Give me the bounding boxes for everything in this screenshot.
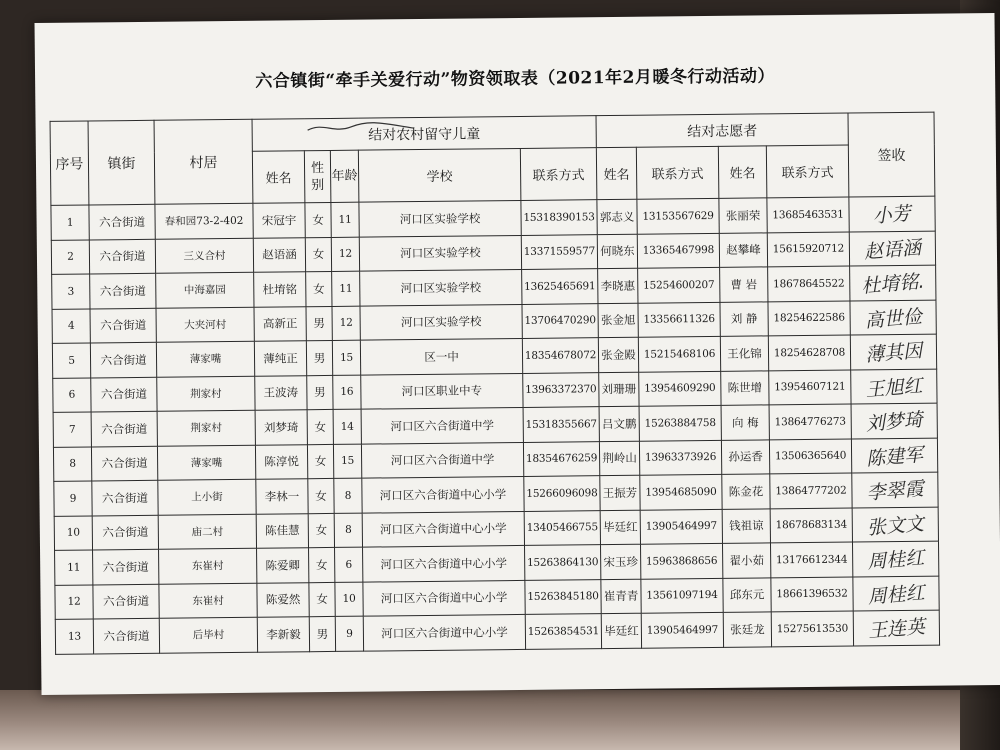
cell-village: 后毕村 [159,617,257,653]
handwritten-signature: 张文文 [866,512,925,540]
cell-vol2-name: 张丽荣 [719,198,767,233]
cell-signature [850,334,936,369]
cell-age: 8 [334,478,362,513]
cell-gender: 女 [307,409,333,444]
header-child-phone: 联系方式 [520,148,597,201]
cell-school: 河口区六合街道中心小学 [362,511,524,547]
cell-age: 15 [332,340,360,375]
cell-age: 11 [332,271,360,306]
handwritten-signature: 薄其因 [864,340,923,367]
handwritten-signature: 杜堉铭. [860,270,926,298]
cell-signature [853,610,939,645]
cell-signature [852,507,938,542]
cell-vol2-name: 刘 静 [720,301,768,336]
cell-gender: 男 [306,306,332,341]
cell-town: 六合街道 [91,411,157,446]
cell-no: 3 [52,274,90,309]
cell-town: 六合街道 [91,446,157,481]
handwritten-signature: 小芳 [872,202,912,228]
cell-town: 六合街道 [93,618,159,653]
cell-signature [849,231,935,266]
cell-vol1-phone: 15254600207 [638,267,720,302]
cell-child-name: 宋冠宇 [253,203,305,238]
cell-gender: 男 [306,340,332,375]
cell-town: 六合街道 [91,377,157,412]
header-school: 学校 [358,148,521,202]
cell-child-phone: 15263845180 [525,579,601,614]
cell-no: 1 [51,205,89,240]
cell-gender: 女 [305,202,331,237]
cell-vol1-name: 郭志义 [597,199,637,234]
handwritten-signature: 王连英 [867,616,926,643]
cell-gender: 女 [305,237,331,272]
cell-vol2-name: 孙运香 [721,439,769,474]
cell-child-name: 杜堉铭 [254,272,306,307]
cell-age: 14 [333,409,361,444]
header-child-name: 姓名 [252,151,305,204]
cell-no: 7 [53,412,91,447]
handwritten-signature: 王旭红 [864,374,924,402]
cell-village: 中海嘉园 [156,272,254,308]
cell-vol2-phone: 13954607121 [769,370,851,405]
cell-child-phone: 13963372370 [523,372,599,407]
handwritten-signature: 赵语涵 [863,236,922,264]
cell-village: 春和园73-2-402 [155,203,253,239]
cell-town: 六合街道 [92,480,158,515]
cell-vol2-name: 曹 岩 [720,267,768,302]
cell-vol1-name: 张金殿 [598,337,638,372]
cell-school: 河口区六合街道中心小学 [363,614,525,650]
cell-signature [849,196,935,231]
cell-child-name: 李林一 [256,479,308,514]
cell-age: 9 [335,616,363,651]
cell-child-name: 陈爱卿 [257,548,309,583]
cell-gender: 女 [309,547,335,582]
cell-child-phone: 18354676259 [523,441,599,476]
header-child-group: 结对农村留守儿童 [252,116,596,152]
cell-signature [852,472,938,507]
cell-signature [853,576,939,611]
cell-no: 4 [52,308,90,343]
cell-village: 荆家村 [157,410,255,446]
cell-school: 河口区实验学校 [360,269,522,305]
cell-town: 六合街道 [93,584,159,619]
cell-child-name: 陈佳慧 [256,513,308,548]
cell-vol1-name: 崔青青 [601,579,641,614]
cell-vol2-phone: 15275613530 [771,611,853,646]
cell-vol1-name: 何晓东 [597,234,637,269]
cell-town: 六合街道 [89,239,155,274]
cell-no: 6 [53,377,91,412]
cell-village: 东崔村 [159,548,257,584]
handwritten-signature: 陈建军 [865,443,924,471]
cell-vol1-name: 毕廷红 [600,510,640,545]
cell-child-name: 王波涛 [255,375,307,410]
header-village: 村居 [154,119,253,204]
cell-gender: 女 [308,478,334,513]
cell-town: 六合街道 [93,549,159,584]
cell-child-name: 薄纯正 [254,341,306,376]
cell-vol1-name: 张金旭 [598,303,638,338]
header-vol1-phone: 联系方式 [636,146,719,199]
cell-vol1-phone: 13954685090 [640,474,722,509]
cell-vol2-phone: 18678645522 [768,266,850,301]
cell-age: 12 [331,237,359,272]
cell-child-name: 李新毅 [257,617,309,652]
cell-vol1-phone: 13153567629 [637,198,719,233]
header-town: 镇街 [88,120,155,205]
cell-signature [850,265,936,300]
cell-vol2-phone: 15615920712 [767,232,849,267]
handwritten-signature: 周桂红 [866,581,926,609]
cell-child-phone: 13625465691 [522,269,598,304]
cell-age: 6 [335,547,363,582]
cell-town: 六合街道 [92,515,158,550]
paper-sheet [35,13,1000,695]
cell-gender: 女 [306,271,332,306]
cell-vol2-phone: 13176612344 [770,542,852,577]
cell-vol2-name: 翟小茹 [722,543,770,578]
cell-vol2-phone: 13506365640 [769,439,851,474]
cell-village: 薄家嘴 [156,341,254,377]
cell-no: 10 [54,515,92,550]
cell-school: 河口区实验学校 [360,304,522,340]
cell-vol2-phone: 13864777202 [770,473,852,508]
cell-child-name: 刘梦琦 [255,410,307,445]
header-volunteer-group: 结对志愿者 [596,113,848,148]
cell-school: 区一中 [360,338,522,374]
handwritten-signature: 刘梦琦 [865,409,924,436]
cell-child-phone: 15263864130 [525,545,601,580]
cell-vol2-name: 张廷龙 [723,612,771,647]
cell-signature [852,541,938,576]
header-vol1-name: 姓名 [596,147,637,199]
cell-child-name: 高新正 [254,306,306,341]
cell-vol1-phone: 13356611326 [638,302,720,337]
cell-no: 5 [52,343,90,378]
cell-child-phone: 18354678072 [522,338,598,373]
table-body [51,196,940,654]
cell-child-phone: 13405466755 [524,510,600,545]
cell-village: 上小街 [158,479,256,515]
cell-school: 河口区实验学校 [359,200,521,236]
header-sign: 签收 [848,112,935,197]
cell-village: 庙二村 [158,514,256,550]
cell-vol2-phone: 18254628708 [768,335,850,370]
cell-gender: 男 [307,375,333,410]
cell-vol1-phone: 13954609290 [639,371,721,406]
cell-school: 河口区六合街道中学 [361,407,523,443]
cell-vol2-name: 王化锦 [720,336,768,371]
cell-vol1-phone: 15963868656 [640,543,722,578]
cell-signature [850,300,936,335]
cell-vol1-phone: 13905464997 [640,509,722,544]
cell-village: 东崔村 [159,583,257,619]
cell-vol1-phone: 13963373926 [639,440,721,475]
cell-school: 河口区职业中专 [361,373,523,409]
handwritten-signature: 周桂红 [866,547,926,574]
cell-vol1-name: 荆岭山 [599,441,639,476]
background-fabric [0,690,1000,750]
cell-vol1-phone: 13905464997 [641,612,723,647]
cell-vol2-name: 赵攀峰 [719,232,767,267]
cell-no: 8 [53,446,91,481]
cell-age: 10 [335,582,363,617]
cell-school: 河口区六合街道中学 [361,442,523,478]
cell-vol1-name: 吕文鹏 [599,406,639,441]
cell-vol2-phone: 18678683134 [770,508,852,543]
cell-vol1-phone: 15263884758 [639,405,721,440]
header-vol2-phone: 联系方式 [766,145,849,198]
cell-age: 8 [334,513,362,548]
handwritten-signature: 李翠霞 [865,478,925,505]
cell-vol1-phone: 15215468106 [638,336,720,371]
cell-no: 12 [55,584,93,619]
cell-gender: 女 [307,444,333,479]
header-gender: 性别 [304,150,331,202]
cell-child-phone: 15263854531 [525,614,601,649]
cell-vol2-name: 钱祖谅 [722,508,770,543]
cell-signature [851,369,937,404]
cell-school: 河口区六合街道中心小学 [363,580,525,616]
cell-vol2-name: 陈世增 [721,370,769,405]
cell-age: 15 [333,444,361,479]
cell-town: 六合街道 [90,308,156,343]
cell-village: 荆家村 [157,376,255,412]
cell-child-phone: 13706470290 [522,303,598,338]
cell-child-name: 赵语涵 [253,237,305,272]
header-age: 年龄 [330,150,359,202]
cell-child-phone: 15266096098 [524,476,600,511]
cell-vol1-phone: 13561097194 [641,578,723,613]
cell-no: 11 [55,550,93,585]
cell-vol1-name: 宋玉珍 [601,544,641,579]
cell-age: 12 [332,306,360,341]
cell-village: 三义合村 [155,238,253,274]
cell-school: 河口区实验学校 [359,235,521,271]
cell-vol2-phone: 13864776273 [769,404,851,439]
cell-no: 13 [55,619,93,654]
cell-vol1-name: 毕廷红 [601,613,641,648]
cell-town: 六合街道 [90,273,156,308]
cell-town: 六合街道 [90,342,156,377]
cell-vol1-name: 王振芳 [600,475,640,510]
cell-vol1-name: 刘珊珊 [599,372,639,407]
cell-vol1-phone: 13365467998 [637,233,719,268]
cell-age: 11 [331,202,359,237]
cell-signature [851,403,937,438]
cell-child-name: 陈爱然 [257,582,309,617]
cell-child-phone: 13371559577 [521,234,597,269]
cell-signature [851,438,937,473]
cell-vol2-phone: 18661396532 [771,577,853,612]
cell-gender: 女 [309,582,335,617]
cell-vol1-name: 李晓惠 [598,268,638,303]
header-vol2-name: 姓名 [718,146,767,198]
cell-vol2-name: 向 梅 [721,405,769,440]
cell-no: 2 [51,239,89,274]
header-no: 序号 [50,121,89,205]
cell-age: 16 [333,375,361,410]
cell-school: 河口区六合街道中心小学 [362,476,524,512]
document-title: 六合镇街“牵手关爱行动”物资领取表（2021年2月暖冬行动活动） [255,66,776,92]
handwritten-signature: 高世俭 [863,305,923,333]
cell-school: 河口区六合街道中心小学 [363,545,525,581]
cell-village: 薄家嘴 [157,445,255,481]
cell-vol2-phone: 13685463531 [767,197,849,232]
cell-child-phone: 15318355667 [523,407,599,442]
cell-child-phone: 15318390153 [521,200,597,235]
cell-no: 9 [54,481,92,516]
cell-village: 大夹河村 [156,307,254,343]
cell-vol2-phone: 18254622586 [768,301,850,336]
cell-town: 六合街道 [89,204,155,239]
cell-vol2-name: 陈金花 [722,474,770,509]
distribution-table [50,112,941,655]
cell-gender: 女 [308,513,334,548]
cell-vol2-name: 邱东元 [723,577,771,612]
cell-child-name: 陈淳悦 [255,444,307,479]
cell-gender: 男 [309,616,335,651]
